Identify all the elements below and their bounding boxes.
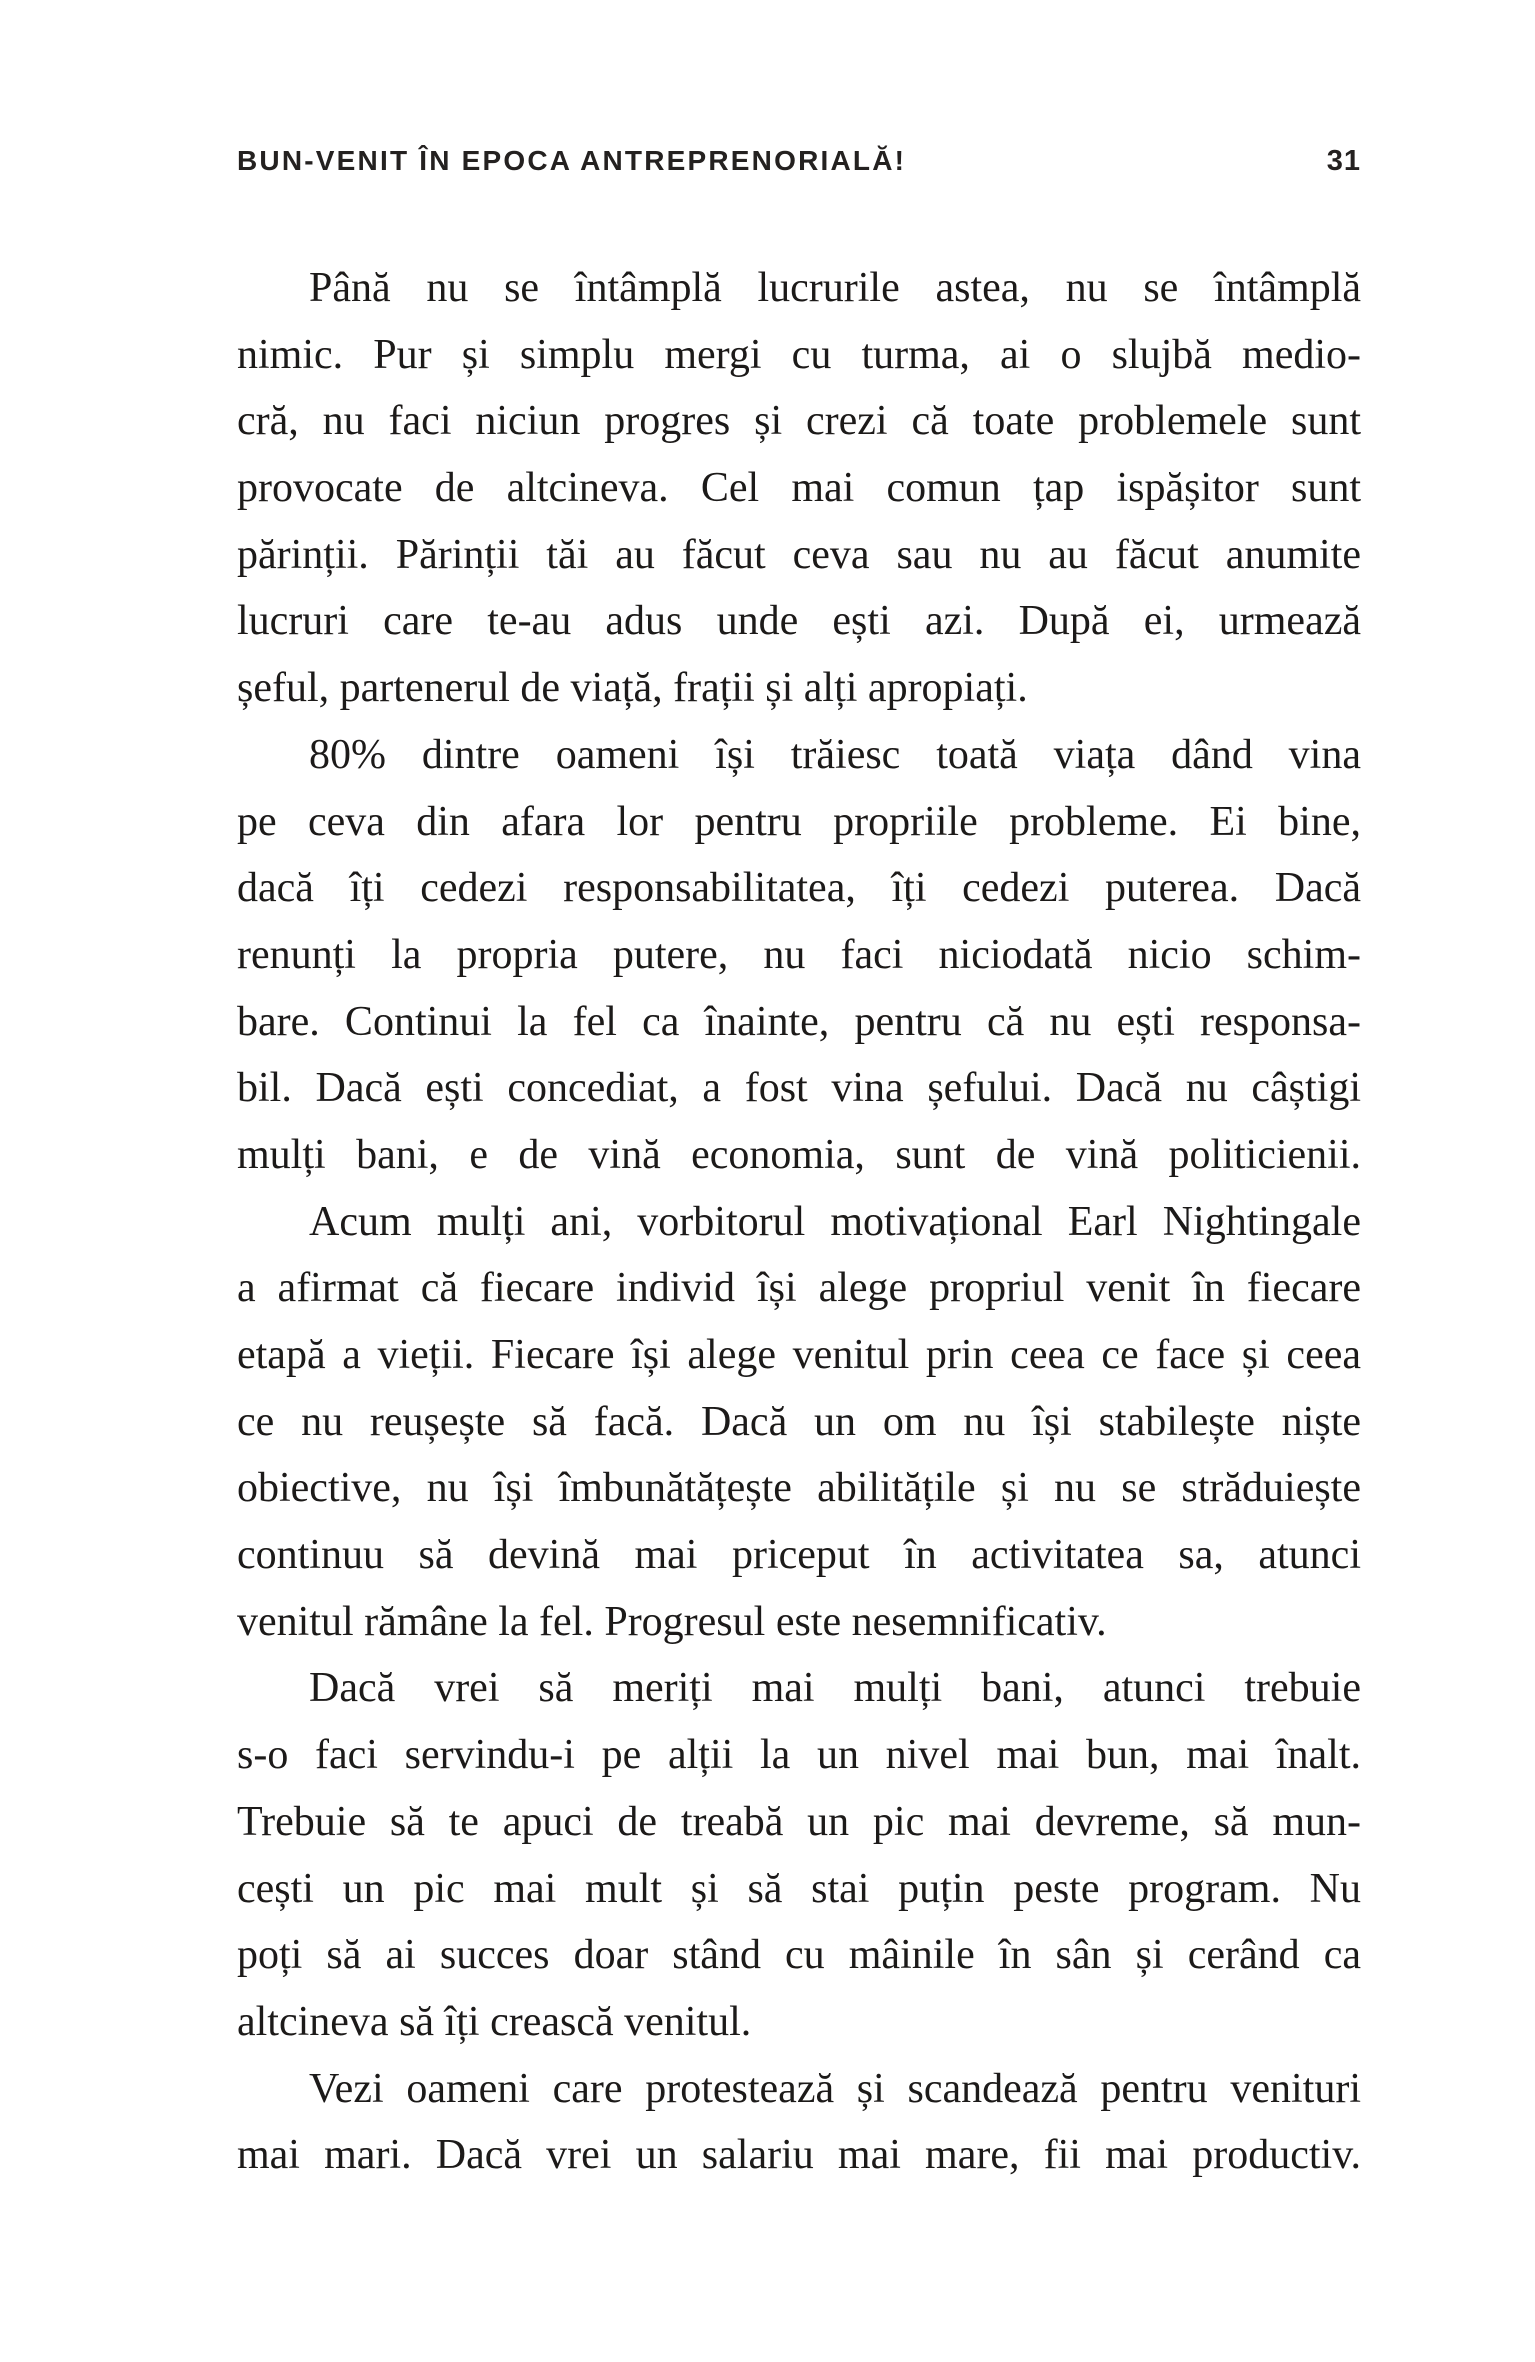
text-line: provocate de altcineva. Cel mai comun țap ispășitor sunt: [237, 465, 1361, 512]
text-line: venitul rămâne la fel. Progresul este nesemnificativ.: [237, 1598, 1107, 1645]
text-line: cești un pic mai mult și să stai puțin peste program. Nu: [237, 1865, 1361, 1912]
text-line: pe ceva din afara lor pentru propriile probleme. Ei bine,: [237, 798, 1361, 845]
text-line: obiective, nu își îmbunătățește abilitățile și nu se străduiește: [237, 1465, 1361, 1512]
text-line: continuu să devină mai priceput în activitatea sa, atunci: [237, 1532, 1361, 1579]
paragraph: [237, 2056, 1361, 2189]
text-line: renunți la propria putere, nu faci niciodată nicio schim-: [237, 931, 1361, 978]
text-line: Acum mulți ani, vorbitorul motivațional Earl Nightingale: [309, 1198, 1361, 1245]
text-line: Până nu se întâmplă lucrurile astea, nu se întâmplă: [309, 265, 1361, 311]
paragraph: [237, 722, 1361, 1189]
text-line: poți să ai succes doar stând cu mâinile în sân și cerând ca: [237, 1932, 1361, 1979]
text-line: 80% dintre oameni își trăiesc toată viața dând vina: [309, 731, 1361, 778]
text-line: ce nu reușește să facă. Dacă un om nu își stabilește niște: [237, 1398, 1361, 1445]
running-title: BUN-VENIT ÎN EPOCA ANTREPRENORIALĂ!: [237, 145, 907, 176]
page-number: 31: [1326, 145, 1361, 177]
body-text: [237, 255, 1361, 2189]
text-line: șeful, partenerul de viață, frații și alți apropiați.: [237, 665, 1028, 712]
paragraph: [237, 1655, 1361, 2055]
text-line: a afirmat că fiecare individ își alege propriul venit în fiecare: [237, 1265, 1361, 1312]
text-line: altcineva să îți crească venitul.: [237, 1998, 752, 2045]
text-line: lucruri care te-au adus unde ești azi. După ei, urmează: [237, 598, 1361, 645]
text-line: bare. Continui la fel ca înainte, pentru că nu ești responsa-: [237, 998, 1361, 1045]
text-line: Trebuie să te apuci de treabă un pic mai devreme, să mun-: [237, 1798, 1361, 1845]
paragraph: [237, 255, 1361, 722]
text-line: dacă îți cedezi responsabilitatea, îți cedezi puterea. Dacă: [237, 865, 1361, 912]
page-header: [237, 144, 1361, 178]
paragraph: [237, 1189, 1361, 1656]
text-line: Dacă vrei să meriți mai mulți bani, atunci trebuie: [309, 1665, 1361, 1712]
text-line: nimic. Pur și simplu mergi cu turma, ai o slujbă medio-: [237, 331, 1361, 378]
text-line: părinții. Părinții tăi au făcut ceva sau nu au făcut anumite: [237, 531, 1361, 578]
text-line: mulți bani, e de vină economia, sunt de vină politicienii.: [237, 1131, 1361, 1178]
text-line: bil. Dacă ești concediat, a fost vina șefului. Dacă nu câștigi: [237, 1065, 1361, 1112]
text-line: cră, nu faci niciun progres și crezi că toate problemele sunt: [237, 398, 1361, 445]
text-line: s-o faci servindu-i pe alții la un nivel mai bun, mai înalt.: [237, 1732, 1361, 1779]
text-line: mai mari. Dacă vrei un salariu mai mare, fii mai productiv.: [237, 2132, 1361, 2179]
text-line: Vezi oameni care protestează și scandează pentru venituri: [309, 2065, 1361, 2112]
text-line: etapă a vieții. Fiecare își alege venitul prin ceea ce face și ceea: [237, 1332, 1361, 1378]
